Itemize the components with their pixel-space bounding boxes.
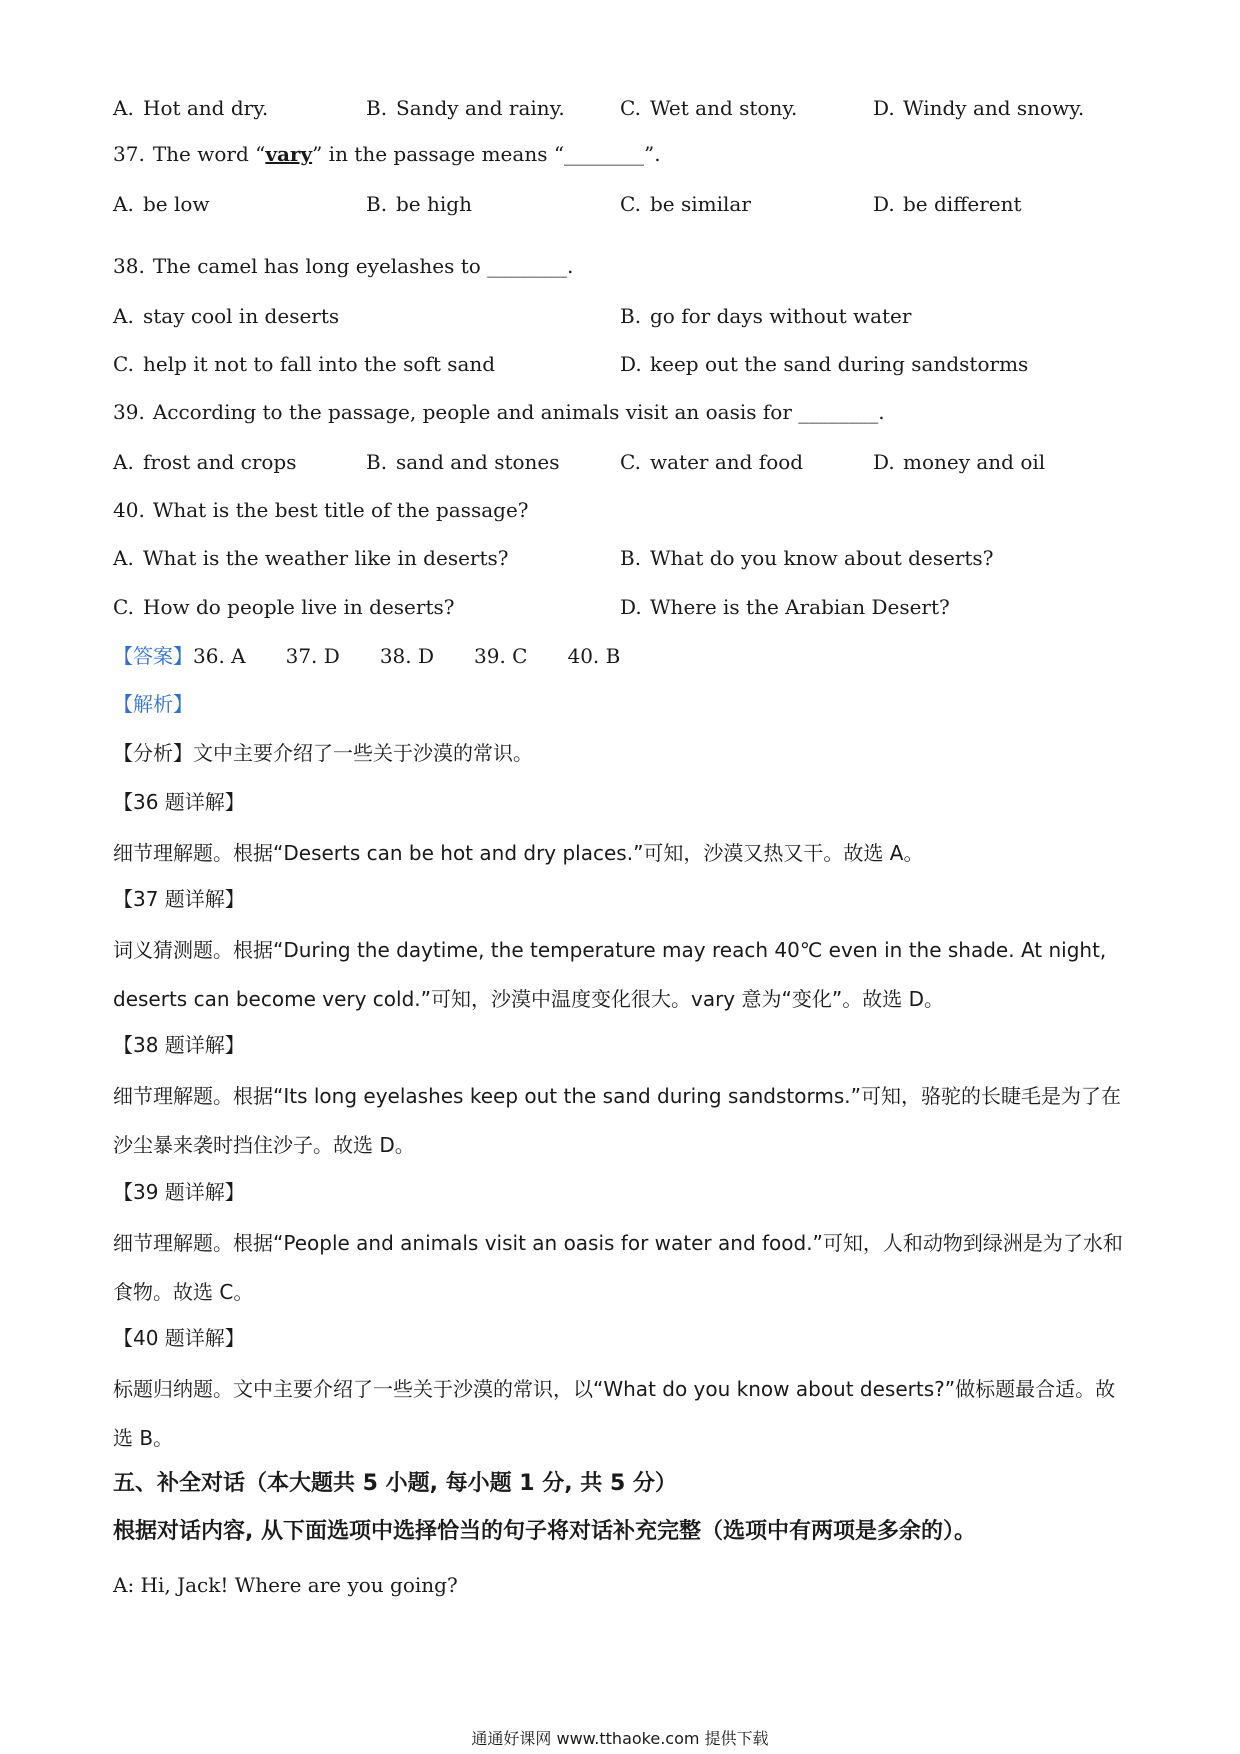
option-letter: D. [873, 192, 895, 216]
question-38 [113, 252, 574, 280]
option-letter: C. [620, 450, 641, 474]
q38-option-d [620, 350, 1028, 378]
q39-option-c [620, 448, 803, 476]
q38-option-a [113, 302, 339, 330]
q37-option-c [620, 190, 751, 218]
option-text: keep out the sand during sandstorms [650, 352, 1029, 376]
page-footer: 通通好课网 www.tthaoke.com 提供下载 [471, 1729, 769, 1748]
option-text: sand and stones [396, 450, 560, 474]
option-text: Where is the Arabian Desert? [650, 595, 950, 619]
q40-option-a [113, 544, 509, 572]
question-number: 37. [113, 142, 145, 166]
section-5-instruction: 根据对话内容, 从下面选项中选择恰当的句子将对话补充完整（选项中有两项是多余的）。 [113, 1519, 977, 1544]
answer-row [113, 642, 620, 670]
option-letter: A. [113, 546, 134, 570]
detail-40-title: 【40 题详解】 [113, 1326, 245, 1350]
question-39 [113, 398, 885, 426]
option-text: Wet and stony. [650, 96, 798, 120]
option-text: be different [903, 192, 1022, 216]
detail-36-title: 【36 题详解】 [113, 790, 245, 814]
question-number: 40. [113, 498, 145, 522]
option-letter: C. [620, 96, 641, 120]
analysis-intro: 【分析】文中主要介绍了一些关于沙漠的常识。 [113, 741, 533, 765]
question-text: According to the passage, people and animals visit an oasis for ________. [152, 400, 885, 424]
question-text: The camel has long eyelashes to ________. [152, 254, 574, 278]
option-text: What is the weather like in deserts? [143, 546, 509, 570]
question-37 [113, 140, 661, 168]
option-text: frost and crops [143, 450, 297, 474]
q36-option-b [366, 94, 565, 122]
detail-37-text: 词义猜测题。根据“During the daytime, the temperature may reach 40℃ even in the shade. At night, deserts can become very cold.”可知，沙漠中温度变化很大。vary 意为“变化”。故选 D。 [113, 938, 1107, 1011]
detail-38-text: 细节理解题。根据“Its long eyelashes keep out the sand during sandstorms.”可知，骆驼的长睫毛是为了在沙尘暴来袭时挡住沙子。故选 D。 [113, 1084, 1121, 1157]
question-number: 38. [113, 254, 145, 278]
option-letter: A. [113, 96, 134, 120]
option-text: How do people live in deserts? [143, 595, 455, 619]
option-letter: B. [366, 96, 388, 120]
option-letter: B. [366, 450, 388, 474]
q38-option-b [620, 302, 911, 330]
option-text: What do you know about deserts? [650, 546, 994, 570]
option-text: Hot and dry. [143, 96, 269, 120]
option-text: stay cool in deserts [143, 304, 340, 328]
option-text: be similar [650, 192, 751, 216]
answer-item: 40. B [567, 644, 621, 668]
option-letter: C. [113, 352, 134, 376]
detail-39-title: 【39 题详解】 [113, 1180, 245, 1204]
question-text: What is the best title of the passage? [152, 498, 529, 522]
q39-option-b [366, 448, 560, 476]
q40-option-c [113, 593, 454, 621]
option-letter: B. [366, 192, 388, 216]
answer-item: 39. C [474, 644, 528, 668]
option-letter: D. [873, 450, 895, 474]
detail-39-text: 细节理解题。根据“People and animals visit an oasis for water and food.”可知，人和动物到绿洲是为了水和食物。故选 C。 [113, 1231, 1123, 1304]
answer-item: 37. D [285, 644, 340, 668]
option-letter: D. [620, 352, 642, 376]
underlined-keyword: vary [265, 142, 313, 166]
detail-36-text: 细节理解题。根据“Deserts can be hot and dry places.”可知，沙漠又热又干。故选 A。 [113, 841, 924, 865]
detail-38-title: 【38 题详解】 [113, 1033, 245, 1057]
option-letter: A. [113, 304, 134, 328]
answer-label: 【答案】 [113, 644, 193, 668]
q37-option-b [366, 190, 472, 218]
option-letter: B. [620, 546, 642, 570]
q40-option-b [620, 544, 993, 572]
answer-item: 36. A [193, 644, 246, 668]
option-text: money and oil [903, 450, 1046, 474]
option-text: Windy and snowy. [903, 96, 1085, 120]
question-number: 39. [113, 400, 145, 424]
dialogue-line: A: Hi, Jack! Where are you going? [113, 1573, 458, 1597]
q38-option-c [113, 350, 495, 378]
q37-option-a [113, 190, 210, 218]
q36-option-c [620, 94, 797, 122]
option-text: be low [143, 192, 210, 216]
option-letter: A. [113, 192, 134, 216]
option-letter: C. [620, 192, 641, 216]
q36-option-d [873, 94, 1084, 122]
answer-item: 38. D [379, 644, 435, 668]
option-text: water and food [650, 450, 804, 474]
detail-37-title: 【37 题详解】 [113, 887, 245, 911]
option-letter: D. [620, 595, 642, 619]
option-letter: D. [873, 96, 895, 120]
question-40 [113, 496, 529, 524]
q40-option-d [620, 593, 950, 621]
section-5-title: 五、补全对话（本大题共 5 小题, 每小题 1 分, 共 5 分） [113, 1471, 677, 1496]
q37-option-d [873, 190, 1022, 218]
option-text: be high [396, 192, 472, 216]
detail-40-text: 标题归纳题。文中主要介绍了一些关于沙漠的常识，以“What do you know about deserts?”做标题最合适。故选 B。 [113, 1377, 1116, 1450]
q36-option-a [113, 94, 268, 122]
q39-option-d [873, 448, 1045, 476]
option-letter: B. [620, 304, 642, 328]
option-text: help it not to fall into the soft sand [143, 352, 496, 376]
question-text-pre: The word “ [152, 142, 266, 166]
option-letter: C. [113, 595, 134, 619]
option-text: Sandy and rainy. [396, 96, 565, 120]
question-text-post: ” in the passage means “________”. [312, 142, 661, 166]
option-text: go for days without water [650, 304, 912, 328]
analysis-label: 【解析】 [113, 692, 193, 716]
q39-option-a [113, 448, 297, 476]
option-letter: A. [113, 450, 134, 474]
